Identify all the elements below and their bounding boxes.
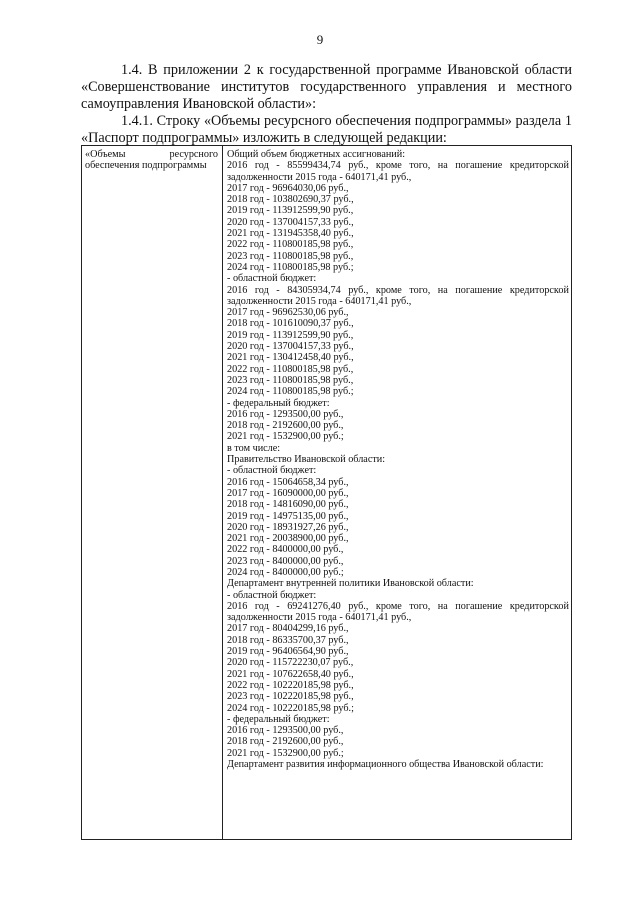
funding-line: 2024 год - 102220185,98 руб.; <box>227 702 354 714</box>
funding-line: 2023 год - 8400000,00 руб., <box>227 555 344 567</box>
table-left-cell <box>85 149 218 172</box>
funding-line: 2022 год - 110800185,98 руб., <box>227 239 354 251</box>
funding-line: в том числе: <box>227 442 281 454</box>
funding-line: 2023 год - 110800185,98 руб., <box>227 250 354 262</box>
passport-table <box>81 145 572 840</box>
funding-line: 2018 год - 103802690,37 руб., <box>227 194 354 206</box>
funding-line: 2019 год - 113912599,90 руб., <box>227 205 354 217</box>
funding-line: 2022 год - 110800185,98 руб., <box>227 363 354 375</box>
funding-line: 2024 год - 110800185,98 руб.; <box>227 386 354 398</box>
funding-line: 2018 год - 2192600,00 руб., <box>227 420 344 432</box>
funding-line: 2018 год - 101610090,37 руб., <box>227 318 354 330</box>
funding-line: - областной бюджет: <box>227 273 317 285</box>
funding-line: - федеральный бюджет: <box>227 397 330 409</box>
funding-line: Департамент развития информационного общества Ивановской области: <box>227 759 544 771</box>
funding-line: 2016 год - 1293500,00 руб., <box>227 725 344 737</box>
table-right-cell <box>227 149 569 770</box>
funding-line: Правительство Ивановской области: <box>227 454 386 466</box>
left-cell-row-2: обеспечения подпрограммы <box>85 160 207 172</box>
funding-line: - федеральный бюджет: <box>227 713 330 725</box>
page-number: 9 <box>316 32 324 47</box>
funding-line: 2022 год - 8400000,00 руб., <box>227 544 344 556</box>
paragraph-section-1-4: 1.4. В приложении 2 к государственной программе Ивановской области «Совершенствование институтов государственного управления и местного самоуправления Ивановской области»: <box>81 62 572 112</box>
funding-line: 2024 год - 110800185,98 руб.; <box>227 261 354 273</box>
funding-line: - областной бюджет: <box>227 465 317 477</box>
funding-line: 2020 год - 137004157,33 руб., <box>227 341 354 353</box>
funding-line: 2020 год - 115722230,07 руб., <box>227 657 354 669</box>
left-cell-word-1: «Объемы <box>85 149 126 160</box>
funding-line: 2023 год - 110800185,98 руб., <box>227 374 354 386</box>
funding-line: 2017 год - 80404299,16 руб., <box>227 623 349 635</box>
funding-line: 2016 год - 1293500,00 руб., <box>227 408 344 420</box>
funding-line: 2020 год - 137004157,33 руб., <box>227 216 354 228</box>
funding-line: 2017 год - 96962530,06 руб., <box>227 307 349 319</box>
funding-line: 2021 год - 20038900,00 руб., <box>227 533 349 545</box>
funding-line: 2020 год - 18931927,26 руб., <box>227 521 349 533</box>
funding-line: 2021 год - 1532900,00 руб.; <box>227 431 344 443</box>
funding-line: 2024 год - 8400000,00 руб.; <box>227 566 344 578</box>
funding-line: 2022 год - 102220185,98 руб., <box>227 679 354 691</box>
funding-line: Департамент внутренней политики Ивановской области: <box>227 578 474 590</box>
funding-line: задолженности 2015 года - 640171,41 руб., <box>227 295 412 307</box>
funding-line: задолженности 2015 года - 640171,41 руб., <box>227 612 412 624</box>
funding-line: 2018 год - 2192600,00 руб., <box>227 736 344 748</box>
funding-line: 2021 год - 1532900,00 руб.; <box>227 747 344 759</box>
funding-line: задолженности 2015 года - 640171,41 руб., <box>227 171 412 183</box>
funding-line: 2021 год - 131945358,40 руб., <box>227 228 354 240</box>
funding-line: Общий объем бюджетных ассигнований: <box>227 149 406 160</box>
funding-line: 2018 год - 14816090,00 руб., <box>227 499 349 511</box>
funding-line: - областной бюджет: <box>227 589 317 601</box>
funding-line: 2016 год - 84305934,74 руб., кроме того, на погашение кредиторской <box>227 284 569 296</box>
funding-line: 2018 год - 86335700,37 руб., <box>227 634 349 646</box>
funding-line: 2019 год - 113912599,90 руб., <box>227 329 354 341</box>
funding-line: 2016 год - 15064658,34 руб., <box>227 476 349 488</box>
paragraph-section-1-4-1: 1.4.1. Строку «Объемы ресурсного обеспечения подпрограммы» раздела 1 «Паспорт подпрограммы» изложить в следующей редакции: <box>81 113 572 146</box>
funding-line: 2017 год - 96964030,06 руб., <box>227 182 349 194</box>
funding-line: 2019 год - 96406564,90 руб., <box>227 646 349 658</box>
funding-line: 2016 год - 69241276,40 руб., кроме того, на погашение кредиторской <box>227 600 569 612</box>
funding-line: 2023 год - 102220185,98 руб., <box>227 691 354 703</box>
funding-line: 2017 год - 16090000,00 руб., <box>227 487 349 499</box>
funding-line: 2021 год - 107622658,40 руб., <box>227 668 354 680</box>
funding-line: 2021 год - 130412458,40 руб., <box>227 352 354 364</box>
left-cell-row-1 <box>85 149 218 160</box>
table-column-divider <box>222 146 223 839</box>
funding-line: 2019 год - 14975135,00 руб., <box>227 510 349 522</box>
left-cell-word-2: ресурсного <box>169 149 218 160</box>
funding-line: 2016 год - 85599434,74 руб., кроме того, на погашение кредиторской <box>227 160 569 172</box>
